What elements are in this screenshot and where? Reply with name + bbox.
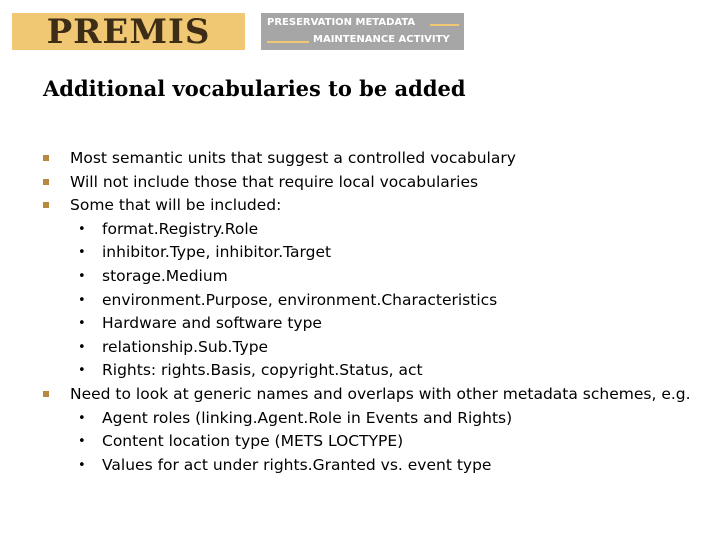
square-bullet-icon <box>43 391 49 397</box>
bullet-text: Need to look at generic names and overlaps with other metadata schemes, e.g. <box>70 384 691 403</box>
square-bullet-icon <box>43 155 49 161</box>
dot-bullet-icon: • <box>78 434 86 450</box>
sub-bullet-text: Agent roles (linking.Agent.Role in Events and Rights) <box>102 408 513 427</box>
logo-tagline-line2: MAINTENANCE ACTIVITY <box>313 34 450 45</box>
sub-bullet-item <box>43 312 703 336</box>
sub-bullet-text: storage.Medium <box>102 266 228 285</box>
square-bullet-icon <box>43 202 49 208</box>
sub-bullet-text: Content location type (METS LOCTYPE) <box>102 432 404 451</box>
sub-bullet-item <box>43 265 703 289</box>
dot-bullet-icon: • <box>78 316 86 332</box>
bullet-text: Will not include those that require local vocabularies <box>70 172 479 191</box>
dot-bullet-icon: • <box>78 457 86 473</box>
sub-bullet-text: format.Registry.Role <box>102 219 259 238</box>
dot-bullet-icon: • <box>78 268 86 284</box>
sub-bullet-item <box>43 407 703 431</box>
bullet-item <box>43 147 703 171</box>
sub-bullet-item <box>43 430 703 454</box>
logo-tagline-line1: PRESERVATION METADATA <box>267 17 416 28</box>
sub-bullet-text: relationship.Sub.Type <box>102 337 269 356</box>
sub-bullet-item <box>43 289 703 313</box>
sub-bullet-item <box>43 359 703 383</box>
sub-bullet-item <box>43 218 703 242</box>
dot-bullet-icon: • <box>78 245 86 261</box>
dot-bullet-icon: • <box>78 410 86 426</box>
bullet-list <box>43 147 703 477</box>
dot-bullet-icon: • <box>78 292 86 308</box>
bullet-item <box>43 171 703 195</box>
dot-bullet-icon: • <box>78 363 86 379</box>
slide-title: Additional vocabularies to be added <box>43 76 466 101</box>
bullet-text: Most semantic units that suggest a controlled vocabulary <box>70 149 516 167</box>
bullet-item <box>43 194 703 218</box>
sub-bullet-text: inhibitor.Type, inhibitor.Target <box>102 243 332 262</box>
bullet-text: Some that will be included: <box>70 196 282 215</box>
sub-bullet-text: Rights: rights.Basis, copyright.Status, act <box>102 361 423 380</box>
sub-bullet-item <box>43 454 703 478</box>
sub-bullet-item <box>43 241 703 265</box>
sub-bullet-text: environment.Purpose, environment.Characteristics <box>102 290 498 309</box>
bullet-item <box>43 383 703 407</box>
sub-bullet-text: Hardware and software type <box>102 314 322 333</box>
sub-bullet-text: Values for act under rights.Granted vs. event type <box>102 455 492 474</box>
sub-bullet-item <box>43 336 703 360</box>
dot-bullet-icon: • <box>78 339 86 355</box>
square-bullet-icon <box>43 179 49 185</box>
dot-bullet-icon: • <box>78 221 86 237</box>
logo-wordmark: PREMIS <box>12 13 245 50</box>
logo-tagline <box>261 13 464 50</box>
premis-logo <box>12 13 464 50</box>
